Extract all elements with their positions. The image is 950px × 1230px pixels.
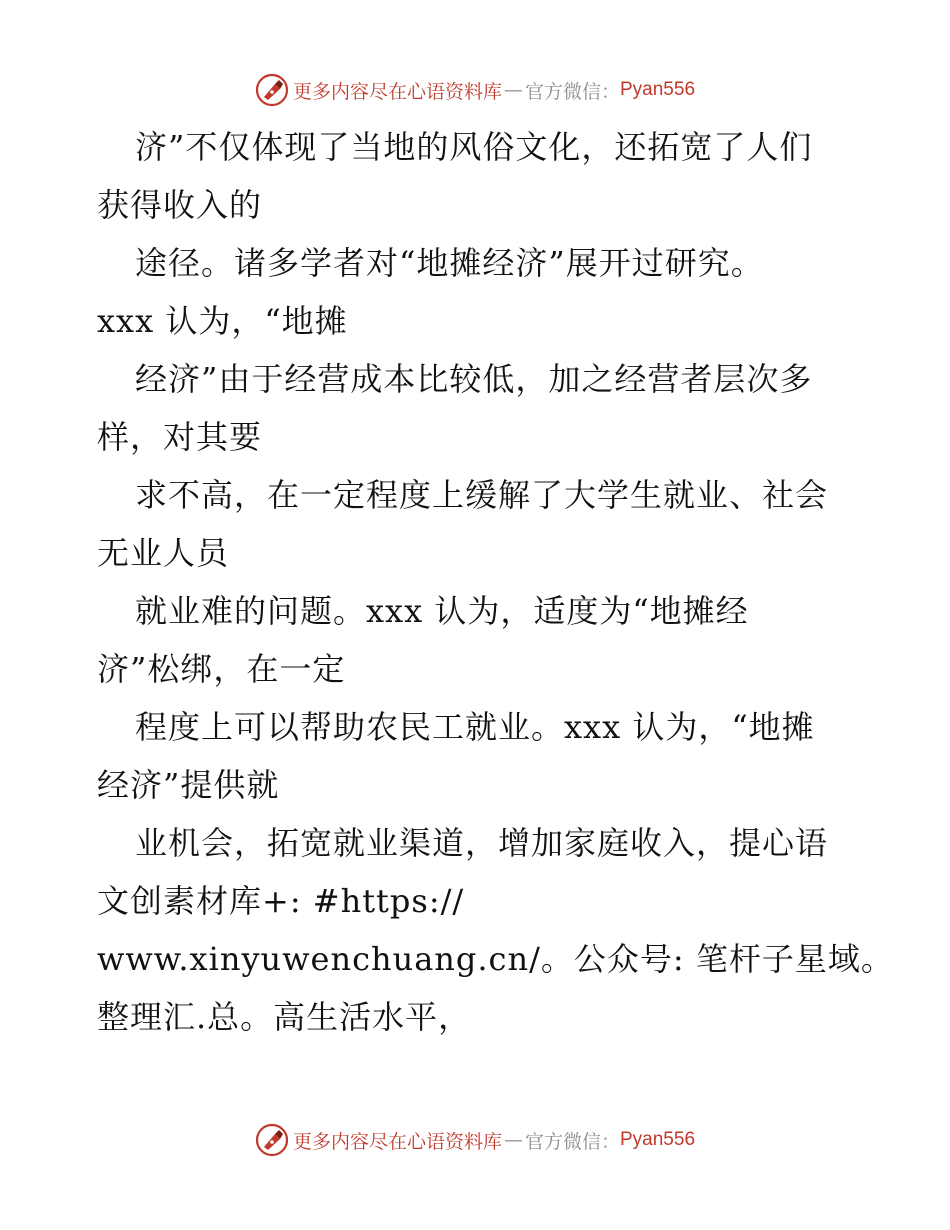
pen-nib-logo-icon [255, 1123, 289, 1157]
banner-main-text: 更多内容尽在心语资料库 [292, 1130, 502, 1153]
header-banner [0, 68, 950, 112]
banner-wechat-label: 官方微信： [524, 1130, 620, 1153]
document-body [97, 118, 894, 1046]
body-text-line: 途径。诸多学者对“地摊经济”展开过研究。 [135, 244, 764, 282]
body-text-line: xxx 认为，“地摊 [97, 302, 348, 340]
banner-separator: — [503, 79, 523, 101]
banner-main-text: 更多内容尽在心语资料库 [292, 80, 502, 103]
body-text-line: 济”松绑，在一定 [97, 650, 346, 688]
body-text-line: 就业难的问题。xxx 认为，适度为“地摊经 [135, 592, 749, 630]
body-text-line: 济”不仅体现了当地的风俗文化，还拓宽了人们 [135, 128, 813, 166]
body-text-line: 无业人员 [97, 534, 230, 572]
body-text-line: 经济”提供就 [97, 766, 280, 804]
body-text-line: 业机会，拓宽就业渠道，增加家庭收入，提心语 [135, 824, 829, 862]
pen-nib-logo-icon [255, 73, 289, 107]
footer-banner [0, 1118, 950, 1162]
body-text-line: www.xinyuwenchuang.cn/。公众号: 笔杆子星域。 [97, 940, 894, 978]
body-text-line: 样，对其要 [97, 418, 263, 456]
body-text-line: 文创素材库+: #https:// [97, 882, 465, 920]
body-text-line: 获得收入的 [97, 186, 263, 224]
banner-wechat-id: Pyan556 [620, 79, 696, 100]
body-text-line: 程度上可以帮助农民工就业。xxx 认为，“地摊 [135, 708, 815, 746]
body-text-line: 经济”由于经营成本比较低，加之经营者层次多 [135, 360, 813, 398]
body-text-line: 整理汇.总。高生活水平， [97, 998, 472, 1036]
banner-wechat-id: Pyan556 [620, 1129, 696, 1150]
banner-wechat-label: 官方微信： [524, 80, 620, 103]
banner-separator: — [503, 1129, 523, 1151]
body-text-line: 求不高，在一定程度上缓解了大学生就业、社会 [135, 476, 829, 514]
